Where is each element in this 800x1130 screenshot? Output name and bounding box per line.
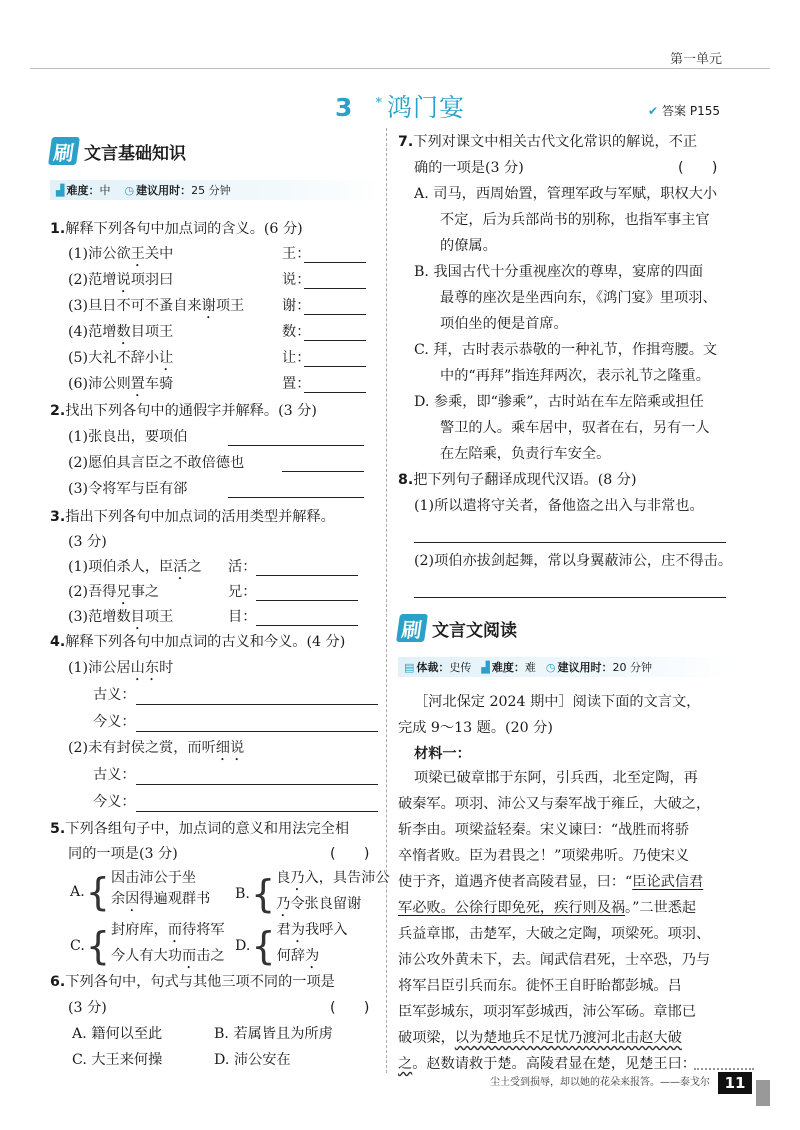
shua-badge-icon: 刷: [48, 137, 80, 165]
unit-label: 第一单元: [669, 52, 722, 67]
q1-item-2: (2)范增说项羽曰: [68, 272, 174, 288]
q8-answer-blank-1[interactable]: [414, 526, 726, 543]
q7-option-d[interactable]: D. 参乘，即“骖乘”，古时站在车左陪乘或担任: [414, 394, 704, 410]
q2-item-2: (2)愿伯具言臣之不敢倍德也: [68, 455, 245, 471]
page-tab: [756, 1080, 770, 1106]
q2-stem: 2.找出下列各句中的通假字并解释。(3 分): [50, 403, 317, 419]
q7-stem: 7.下列对课文中相关古代文化常识的解说，不正: [398, 134, 698, 150]
q8-sentence-1: (1)所以遣将守关者，备他盗之出入与非常也。: [414, 498, 704, 514]
section2-meta: [398, 657, 728, 677]
answer-reference: [648, 102, 720, 119]
passage-line: 军必败。公徐行即免死，疾行则及祸。”二世悉起: [398, 900, 697, 916]
q3-item-1: (1)项伯杀人，臣活之: [68, 559, 202, 575]
section2-bar: [398, 611, 728, 645]
chart-icon: ▟: [56, 184, 65, 197]
q1-stem: 1.解释下列各句中加点词的含义。(6 分): [50, 221, 303, 237]
answer-ref-text: 答案 P155: [662, 104, 720, 118]
q6-stem-2: (3 分): [68, 1000, 107, 1016]
shua-badge-icon: 刷: [396, 614, 428, 642]
q5-option-d[interactable]: D. { 君为我呼入 何辞为: [235, 922, 348, 968]
q5-stem: 5.下列各组句子中，加点词的意义和用法完全相: [50, 821, 350, 837]
passage-line: 兵益章邯，击楚军，大破之定陶，项梁死。项羽、: [398, 926, 711, 942]
q1-answer-blank-5[interactable]: [304, 350, 366, 367]
q1-item-6: (6)沛公则置车骑: [68, 376, 174, 392]
footer-quote: 尘土受到损辱，却以她的花朵来报答。——泰戈尔: [490, 1077, 710, 1088]
q7-stem-2: 确的一项是(3 分): [414, 160, 524, 176]
brace-icon: {: [85, 924, 111, 968]
passage-line: 之。赵数请救于楚。高陵君显在楚，见楚王曰：: [398, 1056, 696, 1072]
q3-label-3: 目：: [228, 609, 257, 625]
checkmark-icon: ✔: [647, 104, 659, 118]
q7-option-b-line2: 最尊的座次是坐西向东，《鸿门宴》里项羽、: [440, 290, 717, 306]
q4-s1-jin-blank[interactable]: [136, 715, 378, 732]
clock-icon: ◷: [124, 184, 135, 197]
q4-s2-jin-blank[interactable]: [136, 795, 378, 812]
section1-title: 文言基础知识: [84, 143, 186, 164]
q4-s1-jin-label: 今义：: [93, 714, 136, 730]
q5-stem-2: 同的一项是(3 分): [68, 846, 178, 862]
q7-option-d-line2: 警卫的人。乘车居中，驭者在右，另有一人: [440, 420, 710, 436]
q7-option-a[interactable]: A. 司马，西周始置，管理军政与军赋，职权大小: [414, 186, 718, 202]
wavy-underlined-phrase: 之: [398, 1056, 413, 1072]
q7-option-a-line2: 不定，后为兵部尚书的别称，也指军事主官: [440, 212, 710, 228]
clock-icon: ◷: [545, 661, 556, 674]
book-icon: ▤: [404, 661, 415, 674]
footer-dots: [694, 1068, 754, 1070]
chart-icon: ▟: [481, 661, 490, 674]
q1-item-1: (1)沛公欲王关中: [68, 246, 174, 262]
lesson-number: 3: [335, 93, 354, 122]
passage-line: 使于齐，道遇齐使者高陵君显，曰：“臣论武信君: [398, 874, 704, 890]
q2-answer-blank-3[interactable]: [228, 481, 364, 498]
q4-s2-gu-label: 古义：: [93, 767, 136, 783]
q2-item-1: (1)张良出，要项伯: [68, 429, 188, 445]
q1-answer-blank-6[interactable]: [304, 376, 366, 393]
q2-item-3: (3)令将军与臣有郤: [68, 481, 188, 497]
passage-line: 破项梁，以为楚地兵不足忧乃渡河北击赵大破: [398, 1030, 682, 1046]
brace-icon: {: [250, 872, 276, 916]
q3-answer-blank-3[interactable]: [256, 609, 358, 626]
underlined-phrase: 臣论武信君: [632, 874, 704, 890]
underlined-phrase: 军必败。公徐行即免死，疾行则及祸: [398, 900, 626, 916]
q1-item-4: (4)范增数目项王: [68, 324, 174, 340]
q6-option-a[interactable]: A. 籍何以至此: [72, 1026, 163, 1042]
material-label: 材料一：: [414, 746, 471, 762]
q6-option-d[interactable]: D. 沛公安在: [214, 1052, 291, 1068]
q2-answer-blank-1[interactable]: [228, 429, 364, 446]
passage-line: 破秦军。项羽、沛公又与秦军战于雍丘，大破之，: [398, 796, 711, 812]
lesson-name: 鸿门宴: [386, 93, 465, 122]
q2-answer-blank-2[interactable]: [282, 455, 364, 472]
q3-label-2: 兄：: [228, 584, 257, 600]
q1-label-5: 让：: [282, 350, 311, 366]
section2-title: 文言文阅读: [432, 620, 517, 641]
header-rule: [30, 68, 770, 69]
q4-sentence-2: (2)未有封侯之赏，而听细说: [68, 740, 245, 756]
brace-icon: {: [85, 869, 110, 914]
q7-option-a-line3: 的僚属。: [440, 238, 497, 254]
q3-label-1: 活：: [228, 559, 257, 575]
q1-item-3: (3)旦日不可不蚤自来谢项王: [68, 298, 245, 314]
q8-sentence-2: (2)项伯亦拔剑起舞，常以身翼蔽沛公，庄不得击。: [414, 553, 733, 569]
q5-option-c[interactable]: C. { 封府库，而待将军 今人有大功而击之: [70, 922, 225, 968]
q3-item-3: (3)范增数目项王: [68, 609, 174, 625]
q1-label-4: 数：: [282, 324, 311, 340]
section1-bar: [50, 134, 380, 168]
q4-sentence-1: (1)沛公居山东时: [68, 660, 174, 676]
passage-line: 卒惰者败。臣为君畏之！”项梁弗听。乃使宋义: [398, 848, 690, 864]
q1-label-2: 说：: [282, 272, 311, 288]
q4-s1-gu-label: 古义：: [93, 687, 136, 703]
reading-intro-1: ［河北保定 2024 期中］阅读下面的文言文，: [414, 694, 701, 710]
q1-item-5: (5)大礼不辞小让: [68, 350, 174, 366]
q4-s1-gu-blank[interactable]: [136, 688, 378, 705]
difficulty: ▟ 难度：难: [481, 661, 536, 674]
q5-option-b[interactable]: B. { 良乃入，具告沛公 乃令张良留谢: [235, 870, 390, 916]
section1-header: [50, 134, 380, 200]
q7-option-b-line3: 项伯坐的便是首席。: [440, 316, 568, 332]
q5-option-a[interactable]: A. { 因击沛公于坐 余因得遍观群书: [70, 869, 211, 914]
brace-icon: {: [251, 924, 276, 968]
q3-stem: 3.指出下列各句中加点词的活用类型并解释。: [50, 509, 335, 525]
q6-answer-paren[interactable]: ( ): [330, 1000, 370, 1016]
q8-answer-blank-2[interactable]: [414, 581, 726, 598]
q7-option-c-line2: 中的“再拜”指连拜两次，表示礼节之隆重。: [440, 368, 710, 384]
section2-header: [398, 611, 728, 677]
q1-answer-blank-2[interactable]: [304, 272, 366, 289]
wavy-underlined-phrase: 以为楚地兵不足忧乃渡河北击赵大破: [454, 1030, 682, 1046]
q1-answer-blank-3[interactable]: [304, 298, 366, 315]
q7-option-c[interactable]: C. 拜，古时表示恭敬的一种礼节，作揖弯腰。文: [414, 342, 718, 358]
lesson-star: *: [375, 95, 383, 111]
q7-option-d-line3: 在左陪乘，负责行车安全。: [440, 446, 611, 462]
q1-answer-blank-4[interactable]: [304, 324, 366, 341]
q5-answer-paren[interactable]: ( ): [330, 846, 370, 862]
passage-line: 沛公攻外黄未下，去。闻武信君死，士卒恐，乃与: [398, 952, 711, 968]
difficulty: ▟ 难度：中: [56, 184, 111, 197]
column-divider: [386, 128, 387, 1073]
q1-label-3: 谢：: [282, 298, 311, 314]
q7-answer-paren[interactable]: ( ): [678, 160, 718, 176]
suggested-time: ◷ 建议用时：20 分钟: [545, 661, 652, 674]
reading-intro-2: 完成 9～13 题。(20 分): [398, 720, 553, 736]
genre: ▤ 体裁：史传: [404, 661, 472, 674]
q4-s2-jin-label: 今义：: [93, 794, 136, 810]
page-number: 11: [718, 1072, 752, 1094]
q8-stem: 8.把下列句子翻译成现代汉语。(8 分): [398, 472, 637, 488]
q1-label-1: 王：: [282, 246, 311, 262]
q7-option-b[interactable]: B. 我国古代十分重视座次的尊卑，宴席的四面: [414, 264, 704, 280]
passage-line: 臣军彭城东，项羽军彭城西，沛公军砀。章邯已: [398, 1004, 696, 1020]
q4-s2-gu-blank[interactable]: [136, 768, 378, 785]
q1-answer-blank-1[interactable]: [304, 246, 366, 263]
q3-item-2: (2)吾得兄事之: [68, 584, 160, 600]
q3-answer-blank-1[interactable]: [256, 559, 358, 576]
section1-meta: [50, 180, 380, 200]
q4-stem: 4.解释下列各句中加点词的古义和今义。(4 分): [50, 634, 346, 650]
q3-answer-blank-2[interactable]: [256, 584, 358, 601]
q6-option-c[interactable]: C. 大王来何操: [72, 1052, 163, 1068]
q6-stem: 6.下列各句中，句式与其他三项不同的一项是: [50, 974, 335, 990]
passage-line: 项梁已破章邯于东阿，引兵西，北至定陶，再: [414, 770, 698, 786]
q1-label-6: 置：: [282, 376, 311, 392]
suggested-time: ◷ 建议用时：25 分钟: [124, 184, 231, 197]
q3-stem-2: (3 分): [68, 534, 107, 550]
passage-line: 将军吕臣引兵而东。徙怀王自盱眙都彭城。吕: [398, 978, 682, 994]
passage-line: 斩李由。项梁益轻秦。宋义谏曰：“战胜而将骄: [398, 822, 690, 838]
q6-option-b[interactable]: B. 若属皆且为所虏: [214, 1026, 333, 1042]
